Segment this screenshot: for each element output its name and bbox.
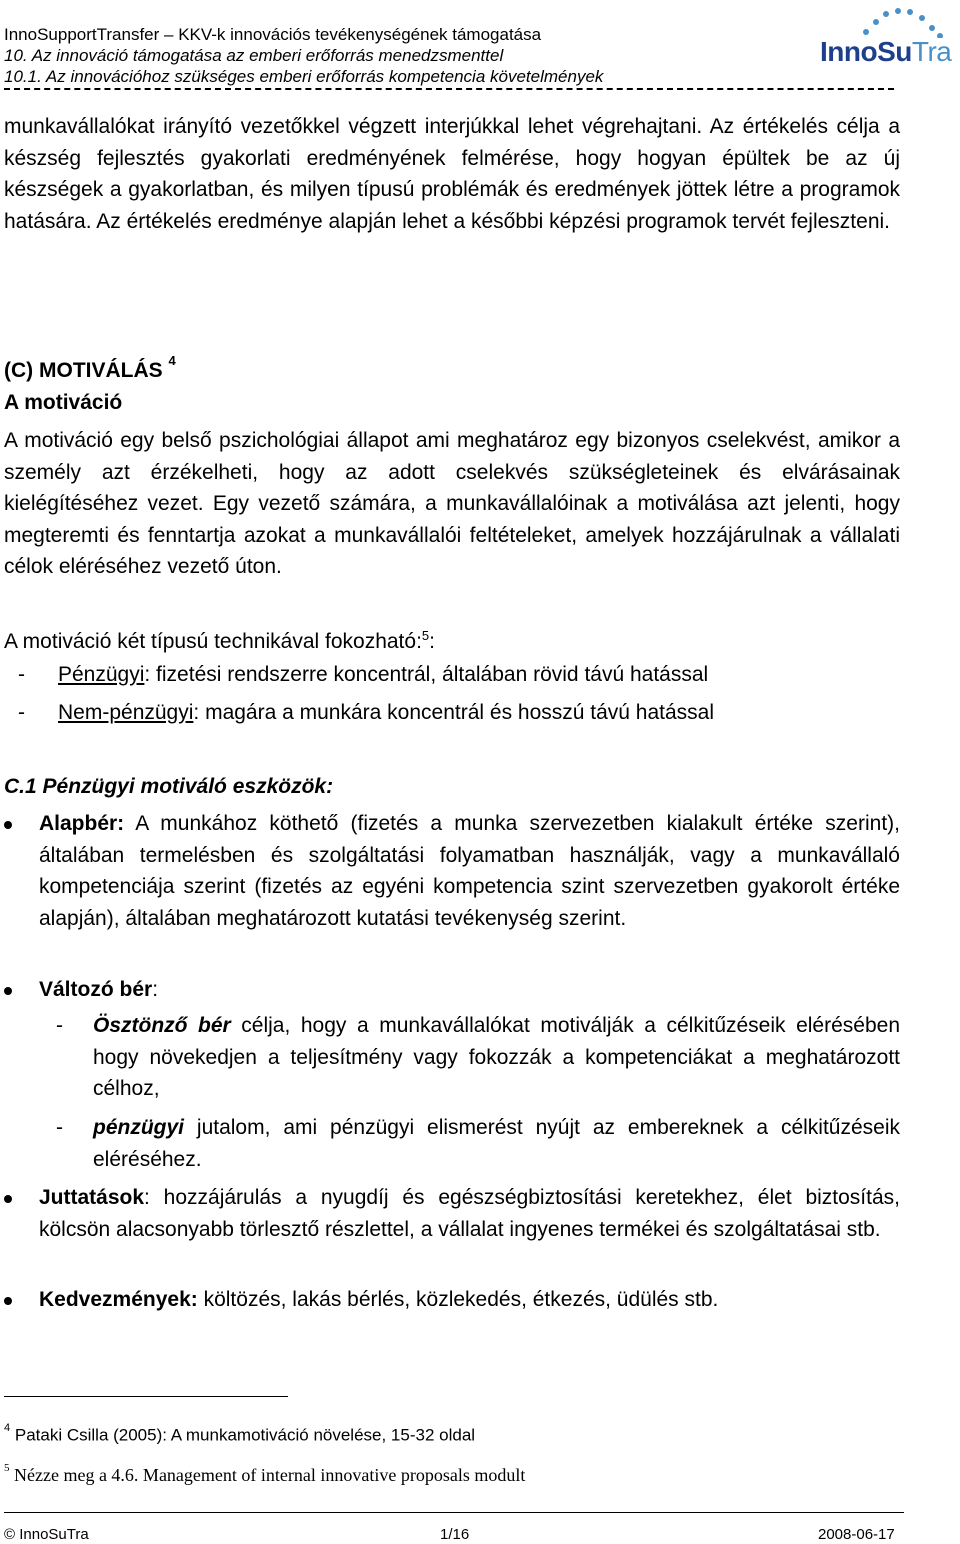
footnote-divider (4, 1396, 288, 1397)
subheading-motivacio: A motiváció (4, 391, 123, 414)
techniques-intro: A motiváció két típusú technikával fokozható:$^5$: (4, 628, 435, 653)
footer-copyright: © InnoSuTra (4, 1526, 89, 1543)
logo-dots-icon (846, 8, 956, 38)
bullet-kedvezmenyek: Kedvezmények: költözés, lakás bérlés, közlekedés, étkezés, üdülés stb. (4, 1284, 900, 1316)
footnote-ref-5[interactable]: 5 (421, 628, 430, 643)
bullet-alapber: Alapbér: A munkához köthető (fizetés a munka szervezetben kialakult értéke szerint), általában termelésben és szolgáltatási folyamatban használják, vagy a munkavállaló kompetenciája szerint (fizetés az egyéni kompetencia szint szervezetben gyakorolt értéke alapján), általában meghatározott kutatási tevékenység szerint. (4, 808, 900, 934)
techniques-list (18, 656, 714, 732)
bullet-valtozo-ber: Változó bér: (4, 974, 900, 1006)
bullet-icon (4, 987, 12, 995)
page-number: 1/16 (440, 1526, 470, 1543)
innosutra-logo (816, 8, 956, 68)
intro-paragraph: munkavállalókat irányító vezetőkkel végzett interjúkkal lehet végrehajtani. Az értékelés célja a készség fejlesztés gyakorlati eredményének felmérése, hogy hogyan épültek be az új készségek a gyakorlatban, és milyen típusú problémák és eredmények jöttek létre a programok hatására. Az értékelés eredménye alapján lehet a későbbi képzési programok tervét fejleszteni. (4, 115, 900, 233)
header-section: 10.1. Az innovációhoz szükséges emberi erőforrás kompetencia követelmények (4, 67, 604, 86)
header-title: InnoSupportTransfer – KKV-k innovációs tevékenységének támogatása (4, 25, 542, 44)
c1-heading: C.1 Pénzügyi motiváló eszközök: (4, 775, 334, 798)
footer-date: 2008-06-17 (818, 1526, 895, 1543)
bullet-icon (4, 821, 12, 829)
footnote-ref-4[interactable]: 4 (168, 353, 176, 368)
bullet-juttatasok: Juttatások: hozzájárulás a nyugdíj és egészségbiztosítási keretekhez, élet biztosítás, kölcsön alacsonyabb törlesztő részlettel, a vállalat ingyenes termékei és szolgáltatásai stb. (4, 1182, 900, 1245)
motivation-paragraph: A motiváció egy belső pszichológiai állapot ami meghatároz egy bizonyos cselekvést, amikor a személy azt érzékelheti, hogy az adott cselekvés szükségleteinek és elvárásainak kielégítéséhez vezet. Egy vezető számára, a munkavállalóinak a motiválása azt jelenti, hogy megteremti és fenntartja azokat a munkavállalói feltételeket, amelyek hozzájárulnak a vállalati célok eléréséhez vezető úton. (4, 429, 900, 578)
footnote-4: $^4$ Pataki Csilla (2005): A munkamotiváció növelése, 15-32 oldal (4, 1422, 476, 1445)
bullet-icon (4, 1297, 12, 1305)
sub-item-penzugyi: - pénzügyi jutalom, ami pénzügyi elismerést nyújt az embereknek a célkitűzéseik eléréséhez. (56, 1116, 900, 1171)
header-divider (4, 88, 894, 100)
list-item: - Nem-pénzügyi: magára a munkára koncentrál és hosszú távú hatással (18, 701, 715, 724)
header-chapter: 10. Az innováció támogatása az emberi erőforrás menedzsmenttel (4, 46, 504, 65)
footnote-5: $^5$ Nézze meg a 4.6. Management of internal innovative proposals modult (4, 1462, 526, 1485)
list-item: - Pénzügyi: fizetési rendszerre koncentrál, általában rövid távú hatással (18, 663, 709, 686)
footer-divider (4, 1512, 904, 1513)
bullet-icon (4, 1195, 12, 1203)
logo-wordmark: InnoSuTra (820, 36, 952, 67)
sub-item-osztonzo-ber: - Ösztönző bér célja, hogy a munkavállalókat motiválják a célkitűzéseik elérésében hogy növekedjen a teljesítmény vagy fokozzák a kompetenciákat a meghatározott célhoz, (56, 1014, 900, 1100)
section-heading: (C) MOTIVÁLÁS $^4$ (4, 353, 176, 382)
